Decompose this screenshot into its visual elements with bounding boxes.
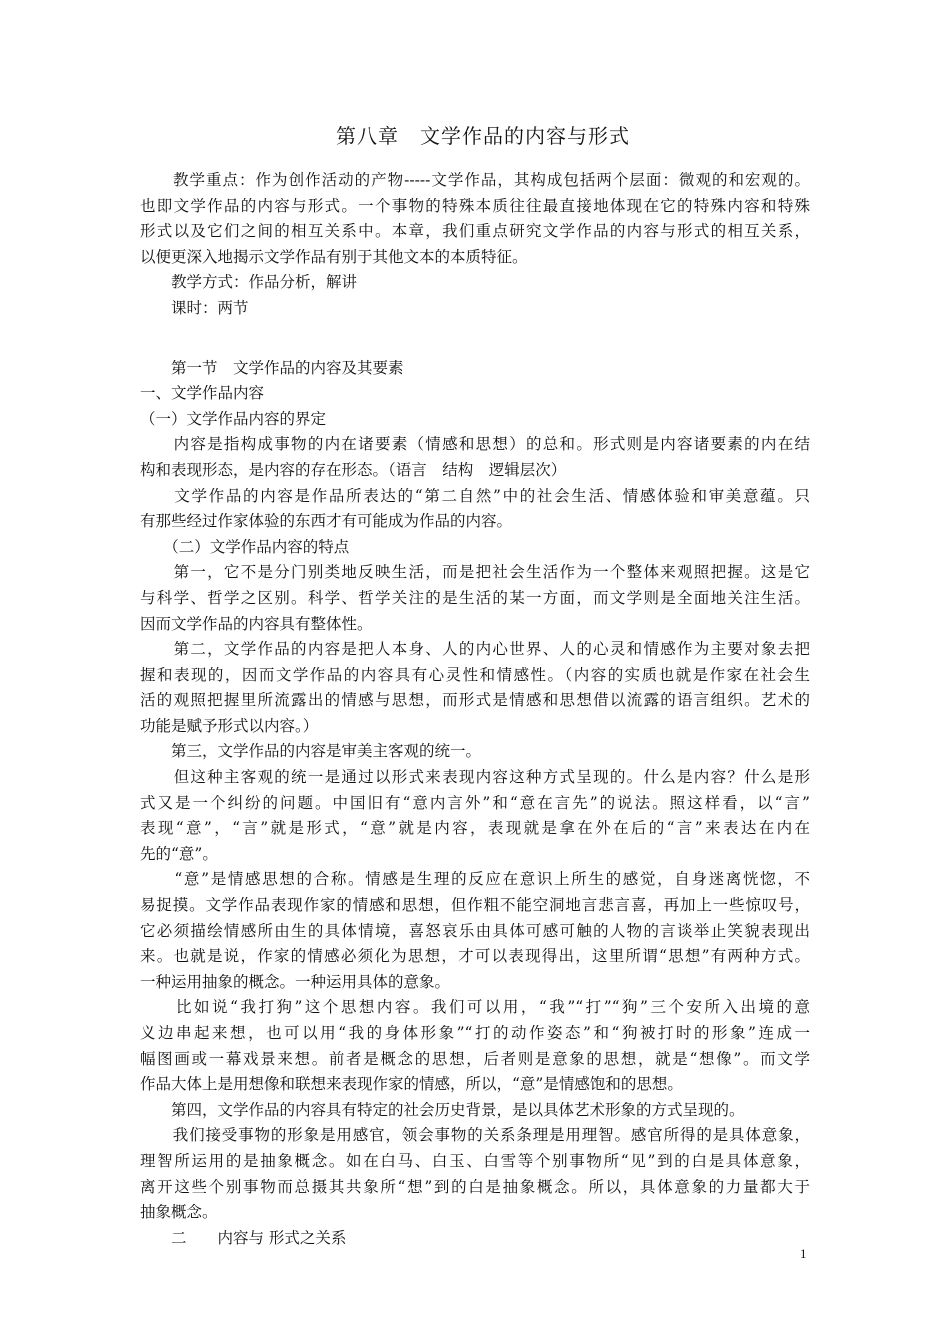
text-line: 活的观照把握里所流露出的情感与思想，而形式是情感和思想借以流露的语言组织。艺术的 (140, 691, 810, 710)
text-line: 比如说“我打狗”这个思想内容。我们可以用，“我”“打”“狗”三个安所入出境的意 (140, 998, 810, 1017)
text-line: 教学方式：作品分析，解讲 (140, 273, 358, 292)
text-line: 功能是赋予形式以内容。） (140, 716, 319, 735)
text-line: 易捉摸。文学作品表现作家的情感和思想，但作粗不能空洞地言悲言喜，再加上一些惊叹号， (140, 896, 810, 915)
text-line: 表现“意”，“言”就是形式，“意”就是内容，表现就是拿在外在后的“言”来表达在内在 (140, 819, 810, 838)
text-line: 形式以及它们之间的相互关系中。本章，我们重点研究文学作品的内容与形式的相互关系， (140, 222, 810, 241)
text-line: 义边串起来想，也可以用“我的身体形象”“打的动作姿态”和“狗被打时的形象”连成一 (140, 1024, 810, 1042)
text-line: 式又是一个纠纷的问题。中国旧有“意内言外”和“意在言先”的说法。照这样看，以“言” (140, 793, 810, 812)
text-line: （一）文学作品内容的界定 (140, 409, 327, 428)
text-line: 也即文学作品的内容与形式。一个事物的特殊本质往往最直接地体现在它的特殊内容和特殊 (140, 196, 810, 215)
text-line: 幅图画或一幕戏景来想。前者是概念的思想，后者则是意象的思想，就是“想像”。而文学 (140, 1049, 810, 1068)
text-line: （二）文学作品内容的特点 (140, 537, 350, 556)
text-line: 课时：两节 (140, 298, 249, 317)
text-line: 我们接受事物的形象是用感官，领会事物的关系条理是用理智。感官所得的是具体意象， (140, 1126, 810, 1145)
text-line: 它必须描绘情感所由生的具体情境，喜怒哀乐由具体可感可触的人物的言谈举止笑貌表现出 (140, 921, 810, 940)
text-line: 构和表现形态，是内容的存在形态。（语言 结构 逻辑层次） (140, 460, 567, 479)
text-line: 教学重点：作为创作活动的产物-----文学作品，其构成包括两个层面：微观的和宏观的。 (140, 171, 810, 189)
text-line: 作品大体上是用想像和联想来表现作家的情感，所以，“意”是情感饱和的思想。 (140, 1075, 683, 1094)
text-line: 握和表现的，因而文学作品的内容具有心灵性和情感性。（内容的实质也就是作家在社会生 (140, 665, 810, 684)
text-line: 与科学、哲学之区别。科学、哲学关注的是生活的某一方面，而文学则是全面地关注生活。 (140, 588, 810, 607)
document-body (140, 168, 810, 1251)
text-line: 因而文学作品的内容具有整体性。 (140, 614, 373, 633)
page-number: 1 (800, 1246, 807, 1261)
text-line: 第一节 文学作品的内容及其要素 (140, 358, 404, 377)
text-line: 理智所运用的是抽象概念。如在白马、白玉、白雪等个别事物所“见”到的白是具体意象， (140, 1151, 810, 1170)
intro-section (140, 168, 810, 322)
text-line: 以便更深入地揭示文学作品有别于其他文本的本质特征。 (140, 247, 528, 266)
text-line: 先的“意”。 (140, 844, 218, 863)
text-line: 有那些经过作家体验的东西才有可能成为作品的内容。 (140, 512, 513, 531)
text-line: 内容是指构成事物的内在诸要素（情感和思想）的总和。形式则是内容诸要素的内在结 (140, 435, 810, 454)
text-line: 二 内容与 形式之关系 (140, 1228, 347, 1247)
text-line: 一种运用抽象的概念。一种运用具体的意象。 (140, 972, 451, 991)
section-one (140, 356, 810, 1252)
text-line: 一、文学作品内容 (140, 384, 265, 403)
text-line: “意”是情感思想的合称。情感是生理的反应在意识上所生的感觉，自身迷离恍惚，不 (140, 870, 810, 889)
text-line: 离开这些个别事物而总摄其共象所“想”到的白是抽象概念。所以，具体意象的力量都大于 (140, 1177, 810, 1196)
text-line: 第一，它不是分门别类地反映生活，而是把社会生活作为一个整体来观照把握。这是它 (140, 563, 810, 582)
section-gap (140, 322, 810, 356)
text-line: 第二，文学作品的内容是把人本身、人的内心世界、人的心灵和情感作为主要对象去把 (140, 640, 810, 659)
page-title: 第八章 文学作品的内容与形式 (336, 124, 630, 148)
text-line: 第四，文学作品的内容具有特定的社会历史背景，是以具体艺术形象的方式呈现的。 (140, 1100, 745, 1119)
text-line: 抽象概念。 (140, 1203, 218, 1222)
text-line: 第三，文学作品的内容是审美主客观的统一。 (140, 742, 482, 761)
text-line: 来。也就是说，作家的情感必须化为思想，才可以表现得出，这里所谓“思想”有两种方式。 (140, 947, 810, 966)
text-line: 但这种主客观的统一是通过以形式来表现内容这种方式呈现的。什么是内容？什么是形 (140, 768, 810, 787)
text-line: 文学作品的内容是作品所表达的“第二自然”中的社会生活、情感体验和审美意蕴。只 (140, 486, 810, 505)
